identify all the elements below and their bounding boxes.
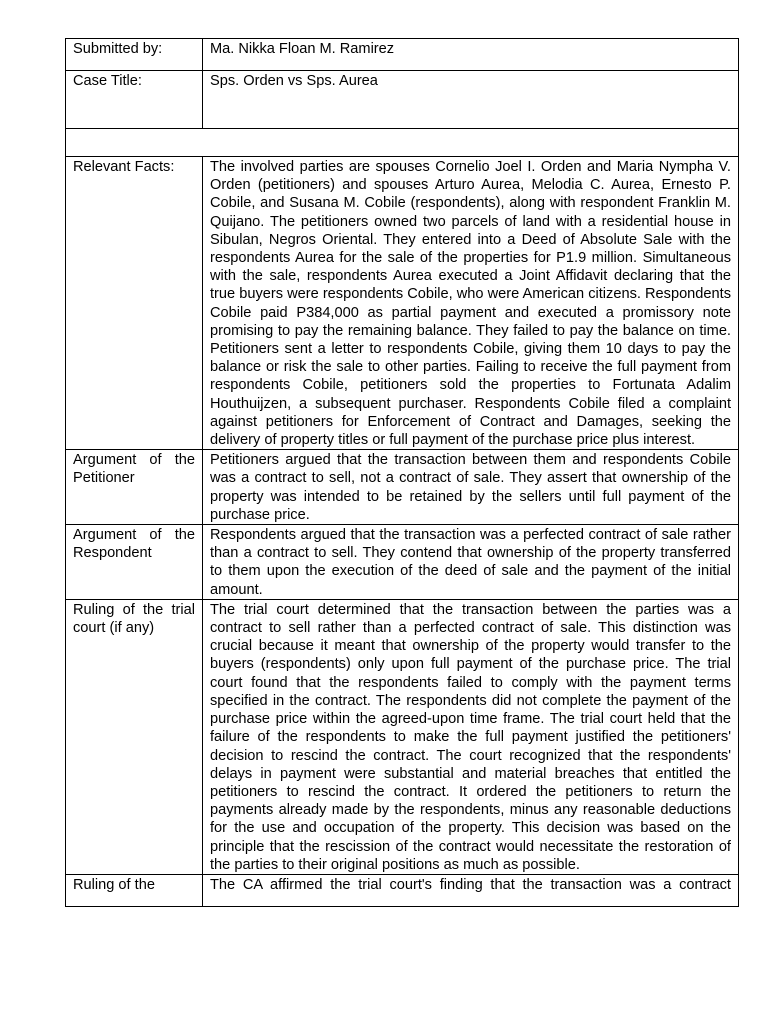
argument-respondent-value: Respondents argued that the transaction was a perfected contract of sale rather than a contract to sell. They contend that ownership of the property transferred to them upon the execution of the deed of sale and the payment of the initial amount.: [203, 525, 739, 600]
argument-respondent-label: Argument of the Respondent: [66, 525, 203, 600]
blank-spacer-cell: [66, 129, 739, 157]
argument-petitioner-label: Argument of the Petitioner: [66, 450, 203, 525]
row-argument-respondent: [66, 525, 739, 600]
relevant-facts-value: The involved parties are spouses Cornelio Joel I. Orden and Maria Nympha V. Orden (petitioners) and spouses Arturo Aurea, Melodia C. Aurea, Ernesto P. Cobile, and Susana M. Cobile (respondents), along with respondent Franklin M. Quijano. The petitioners owned two parcels of land with a residential house in Sibulan, Negros Oriental. They entered into a Deed of Absolute Sale with the respondents Aurea for the sale of the properties for P1.9 million. Simultaneous with the sale, respondents Aurea executed a Joint Affidavit declaring that the true buyers were respondents Cobile, who were American citizens. Respondents Cobile paid P384,000 as partial payment and executed a promissory note promising to pay the remaining balance. They failed to pay the balance on time. Petitioners sent a letter to respondents Cobile, giving them 10 days to pay the balance or risk the sale to other parties. Failing to receive the full payment from respondents Cobile, petitioners sold the properties to Fortunata Adalim Houthuijzen, a subsequent purchaser. Respondents Cobile filed a complaint against petitioners for Enforcement of Contract and Damages, seeking the delivery of property titles or full payment of the purchase price plus interest.: [203, 157, 739, 450]
case-brief-table: [65, 38, 739, 907]
ruling-ca-value: The CA affirmed the trial court's finding that the transaction was a contract: [203, 874, 739, 906]
ruling-trial-court-label: Ruling of the trial court (if any): [66, 599, 203, 874]
row-argument-petitioner: [66, 450, 739, 525]
ruling-ca-label: Ruling of the: [66, 874, 203, 906]
row-ruling-ca: [66, 874, 739, 906]
submitted-by-value: Ma. Nikka Floan M. Ramirez: [203, 39, 739, 71]
case-title-label: Case Title:: [66, 71, 203, 129]
case-title-value: Sps. Orden vs Sps. Aurea: [203, 71, 739, 129]
row-submitted-by: [66, 39, 739, 71]
row-blank-spacer: [66, 129, 739, 157]
argument-petitioner-value: Petitioners argued that the transaction between them and respondents Cobile was a contract to sell, not a contract of sale. They assert that ownership of the property was intended to be retained by the sellers until full payment of the purchase price.: [203, 450, 739, 525]
row-ruling-trial-court: [66, 599, 739, 874]
ruling-trial-court-value: The trial court determined that the transaction between the parties was a contract to sell rather than a perfected contract of sale. This distinction was crucial because it meant that ownership of the property would transfer to the buyers (respondents) only upon full payment of the purchase price. The trial court found that the respondents failed to comply with the payment terms specified in the contract. The respondents did not complete the payment of the purchase price within the agreed-upon time frame. The trial court held that the failure of the respondents to make the full payment justified the petitioners' decision to rescind the contract. The court recognized that the respondents' delays in payment were substantial and material breaches that entitled the petitioners to rescind the contract. It ordered the petitioners to return the payments already made by the respondents, minus any reasonable deductions for the use and occupation of the property. This decision was based on the principle that the rescission of the contract would necessitate the restoration of the parties to their original positions as much as possible.: [203, 599, 739, 874]
row-case-title: [66, 71, 739, 129]
relevant-facts-label: Relevant Facts:: [66, 157, 203, 450]
submitted-by-label: Submitted by:: [66, 39, 203, 71]
row-relevant-facts: [66, 157, 739, 450]
